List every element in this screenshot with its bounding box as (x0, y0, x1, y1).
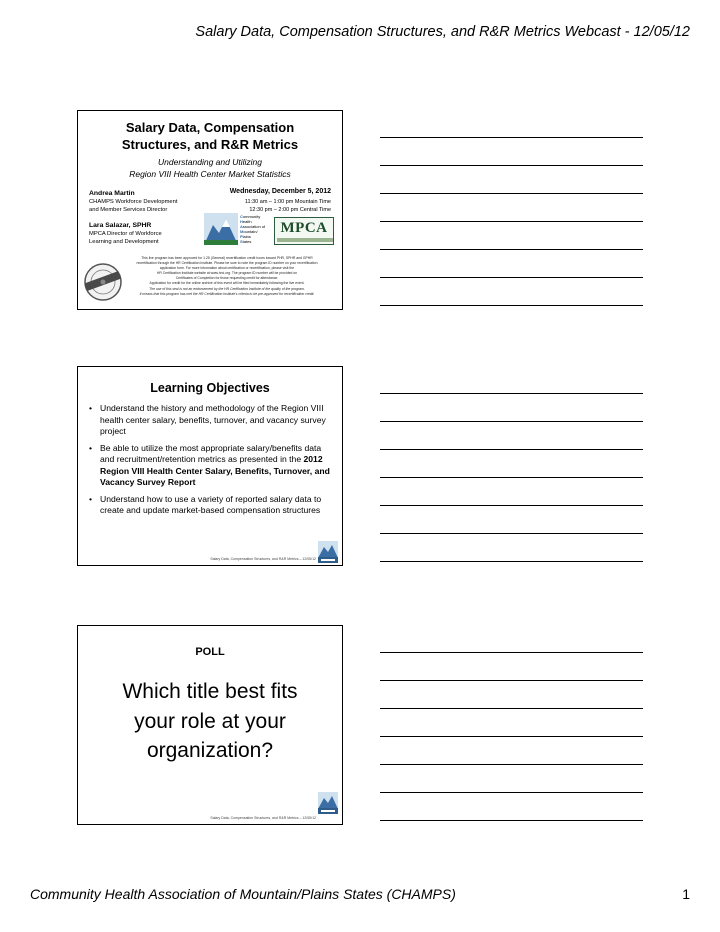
mpca-logo-bar (277, 238, 333, 242)
fine-print-line: application form. For more information about certification or recertification, please visit the (159, 266, 295, 271)
champs-logo-word: Health (240, 219, 252, 224)
note-line[interactable] (380, 393, 643, 394)
fine-print-line: This live program has been approved for 1.25 (General) recertification credit hours toward PHR, SPHR and GPHR (141, 256, 313, 260)
fine-print-line: Application for credit for the online archive of this event will be filed immediately following the live event. (149, 281, 305, 286)
champs-logo-word: Mountain/ (240, 229, 258, 234)
note-line[interactable] (380, 764, 643, 765)
champs-small-logo-icon (318, 541, 338, 563)
page-footer: Community Health Association of Mountain/Plains States (CHAMPS) (30, 886, 456, 902)
fine-print-line: Certificates of Completion for those requesting credit for attendance. (175, 276, 279, 281)
slide-2-footer: Salary Data, Compensation Structures, and R&R Metrics – 12/05/12 (210, 557, 316, 561)
champs-logo (204, 213, 270, 245)
note-line[interactable] (380, 249, 643, 250)
fine-print-line: recertification through the HR Certification Institute. Please be sure to note the program ID number on your recertification (136, 261, 318, 266)
list-item: • Understand the history and methodology of the Region VIII health center salary, benefits, turnover, and vacancy survey project (89, 403, 326, 436)
list-item: • Understand how to use a variety of reported salary data to create and update market-based compensation structures (89, 493, 322, 515)
page-number: 1 (682, 886, 690, 902)
event-time-central: 12:30 pm – 2:00 pm Central Time (249, 207, 331, 213)
note-line[interactable] (380, 477, 643, 478)
event-time-mountain: 11:30 am – 1:00 pm Mountain Time (244, 199, 331, 205)
page-header: Salary Data, Compensation Structures, and R&R Metrics Webcast - 12/05/12 (195, 24, 690, 40)
slide-2-learning-objectives (77, 366, 343, 566)
objectives-list (89, 403, 337, 522)
champs-small-logo (318, 792, 338, 814)
champs-logo-word: Association of (240, 224, 266, 229)
note-line[interactable] (380, 305, 643, 306)
champs-logo-word: Community (240, 214, 261, 219)
note-line[interactable] (380, 792, 643, 793)
hrci-seal-icon (83, 262, 123, 302)
note-line[interactable] (380, 820, 643, 821)
fine-print-italic-line: The use of this seal is not an endorsement by the HR Certification Institute of the quality of the program. (149, 286, 305, 291)
presenter-1: Andrea Martin CHAMPS Workforce Development and Member Services Director (89, 190, 178, 213)
certification-fine-print (120, 256, 334, 297)
champs-logo-word: States (240, 239, 252, 244)
presenter-2: Lara Salazar, SPHR MPCA Director of Workforce Learning and Development (89, 222, 162, 245)
event-date: Wednesday, December 5, 2012 (229, 188, 331, 195)
slide-3-footer: Salary Data, Compensation Structures, and R&R Metrics – 12/05/12 (210, 816, 316, 820)
champs-small-logo-icon (318, 792, 338, 814)
note-line[interactable] (380, 533, 643, 534)
note-line[interactable] (380, 652, 643, 653)
note-line[interactable] (380, 277, 643, 278)
note-line[interactable] (380, 708, 643, 709)
poll-label: POLL (195, 646, 225, 658)
slide-1-title-text: Salary Data, Compensation Structures, and R&R Metrics (121, 120, 299, 152)
fine-print-italic-line: It means that this program has met the HR Certification Institute's criteria to be pre-approved for recertification credit. (139, 291, 315, 296)
champs-logo-text (240, 214, 265, 244)
champs-small-logo (318, 541, 338, 563)
poll-question: Which title best fits your role at your organization? (122, 680, 298, 762)
note-line[interactable] (380, 165, 643, 166)
slide-3-poll (77, 625, 343, 825)
hrci-approved-seal (83, 262, 123, 302)
note-line[interactable] (380, 736, 643, 737)
champs-logo-word: Plains (240, 234, 251, 239)
note-line[interactable] (380, 193, 643, 194)
note-line[interactable] (380, 449, 643, 450)
mpca-logo: MPCA (274, 217, 334, 245)
slide-1-subtitle: Understanding and Utilizing Region VIII Health Center Market Statistics (129, 157, 291, 179)
note-line[interactable] (380, 221, 643, 222)
slide-2-title: Learning Objectives (150, 381, 270, 395)
slide-1-title (77, 110, 343, 310)
list-item: • Be able to utilize the most appropriate salary/benefits data and recruitment/retention metrics as presented in the 2012 Region VIII Health Center Salary, Benefits, Turnover, and Vacancy Survey Report (89, 442, 330, 487)
note-line[interactable] (380, 137, 643, 138)
note-line[interactable] (380, 680, 643, 681)
fine-print-line: HR Certification Institute website at www.hrci.org. The program ID number will be provided on (156, 271, 298, 276)
note-line[interactable] (380, 505, 643, 506)
note-line[interactable] (380, 561, 643, 562)
note-line[interactable] (380, 421, 643, 422)
